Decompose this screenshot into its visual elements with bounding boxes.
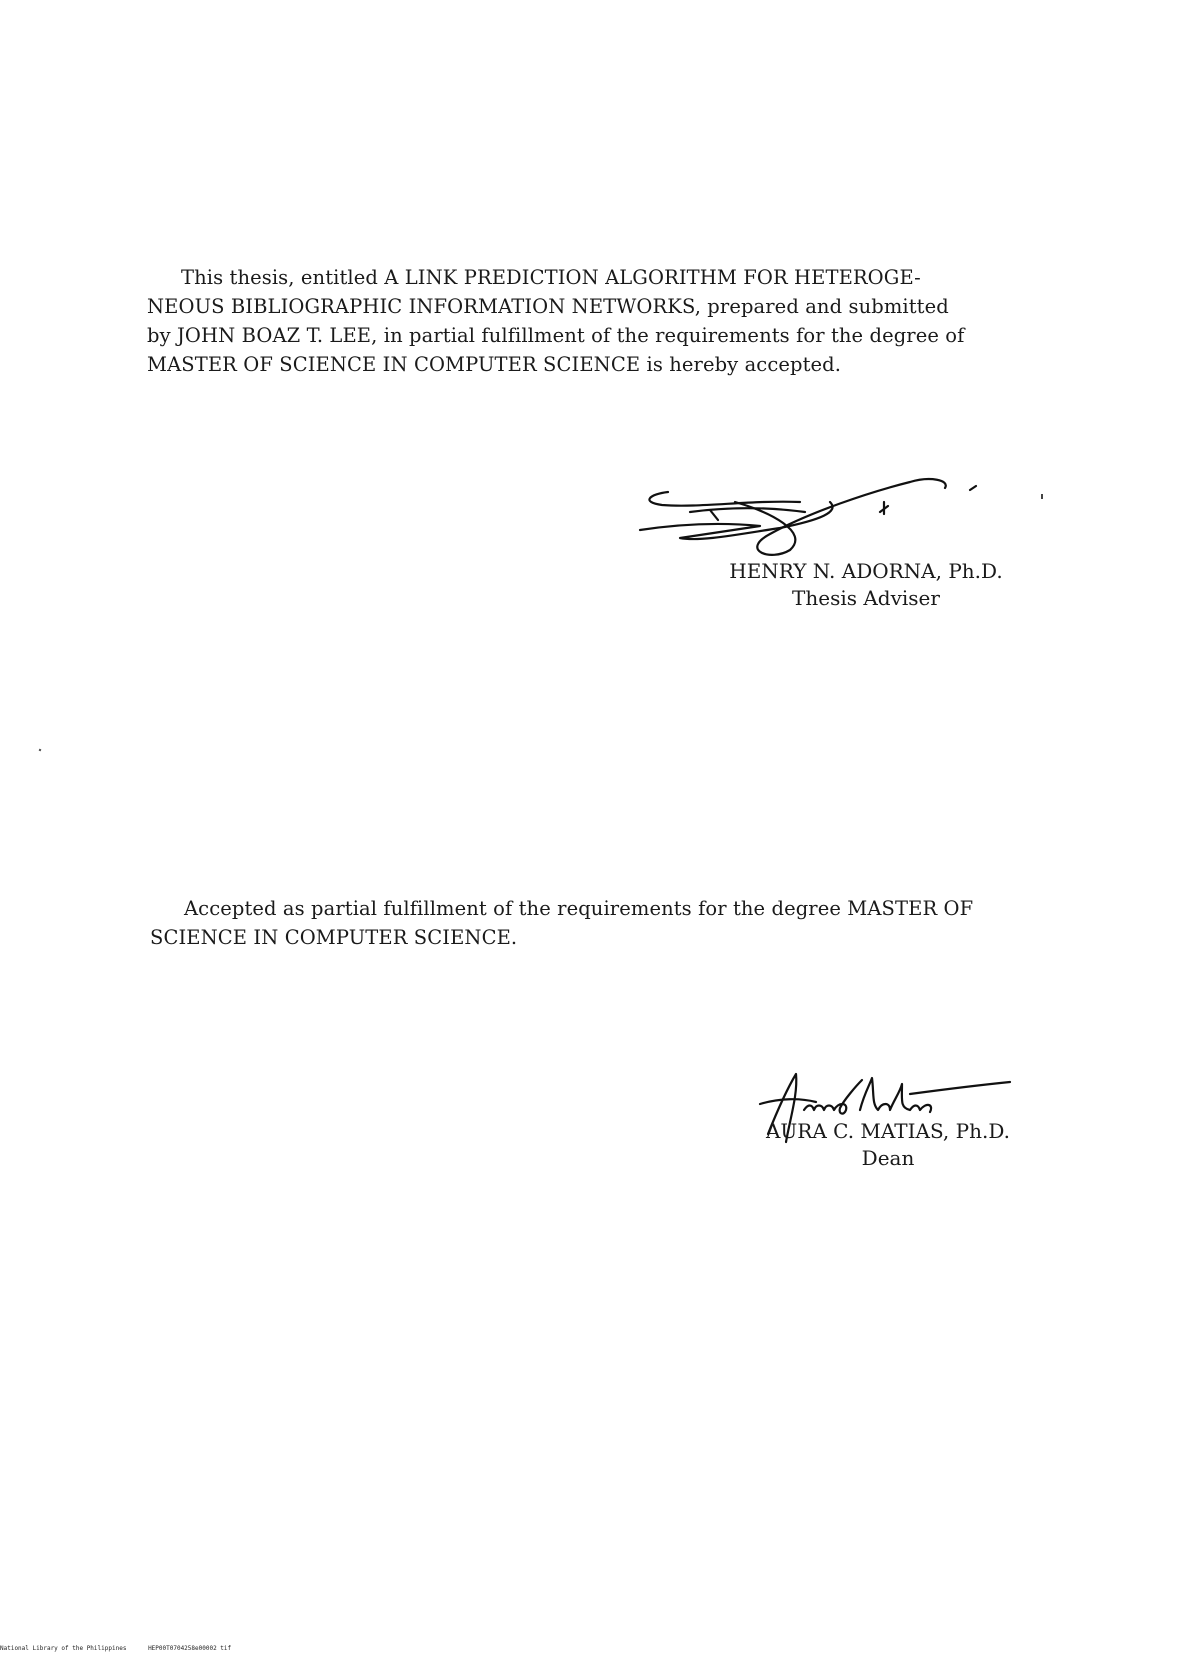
acceptance-statement	[150, 894, 1030, 952]
scan-speck	[1041, 494, 1043, 499]
acceptance-line: SCIENCE IN COMPUTER SCIENCE.	[150, 926, 518, 949]
scan-speck	[39, 749, 42, 752]
adviser-name: HENRY N. ADORNA, Ph.D.	[729, 559, 1003, 583]
adviser-signature-block	[700, 558, 1032, 612]
approval-line: by JOHN BOAZ T. LEE, in partial fulfillment of the requirements for the degree of	[147, 324, 965, 347]
footer-library: National Library of the Philippines	[0, 1645, 127, 1652]
approval-line: NEOUS BIBLIOGRAPHIC INFORMATION NETWORKS, prepared and submitted	[147, 295, 949, 318]
approval-statement	[147, 263, 1027, 379]
adviser-role: Thesis Adviser	[792, 586, 940, 610]
dean-signature-block	[740, 1118, 1036, 1172]
approval-line: MASTER OF SCIENCE IN COMPUTER SCIENCE is hereby accepted.	[147, 353, 842, 376]
dean-role: Dean	[861, 1146, 915, 1170]
dean-name: AURA C. MATIAS, Ph.D.	[765, 1119, 1011, 1143]
footer-stamp	[0, 1645, 249, 1653]
acceptance-line: Accepted as partial fulfillment of the requirements for the degree MASTER OF	[184, 897, 974, 920]
adviser-signature	[640, 472, 1040, 572]
footer-file-code: HEP00T0704258e00002 tif	[148, 1645, 232, 1652]
approval-line: This thesis, entitled A LINK PREDICTION ALGORITHM FOR HETEROGE-	[181, 266, 921, 289]
